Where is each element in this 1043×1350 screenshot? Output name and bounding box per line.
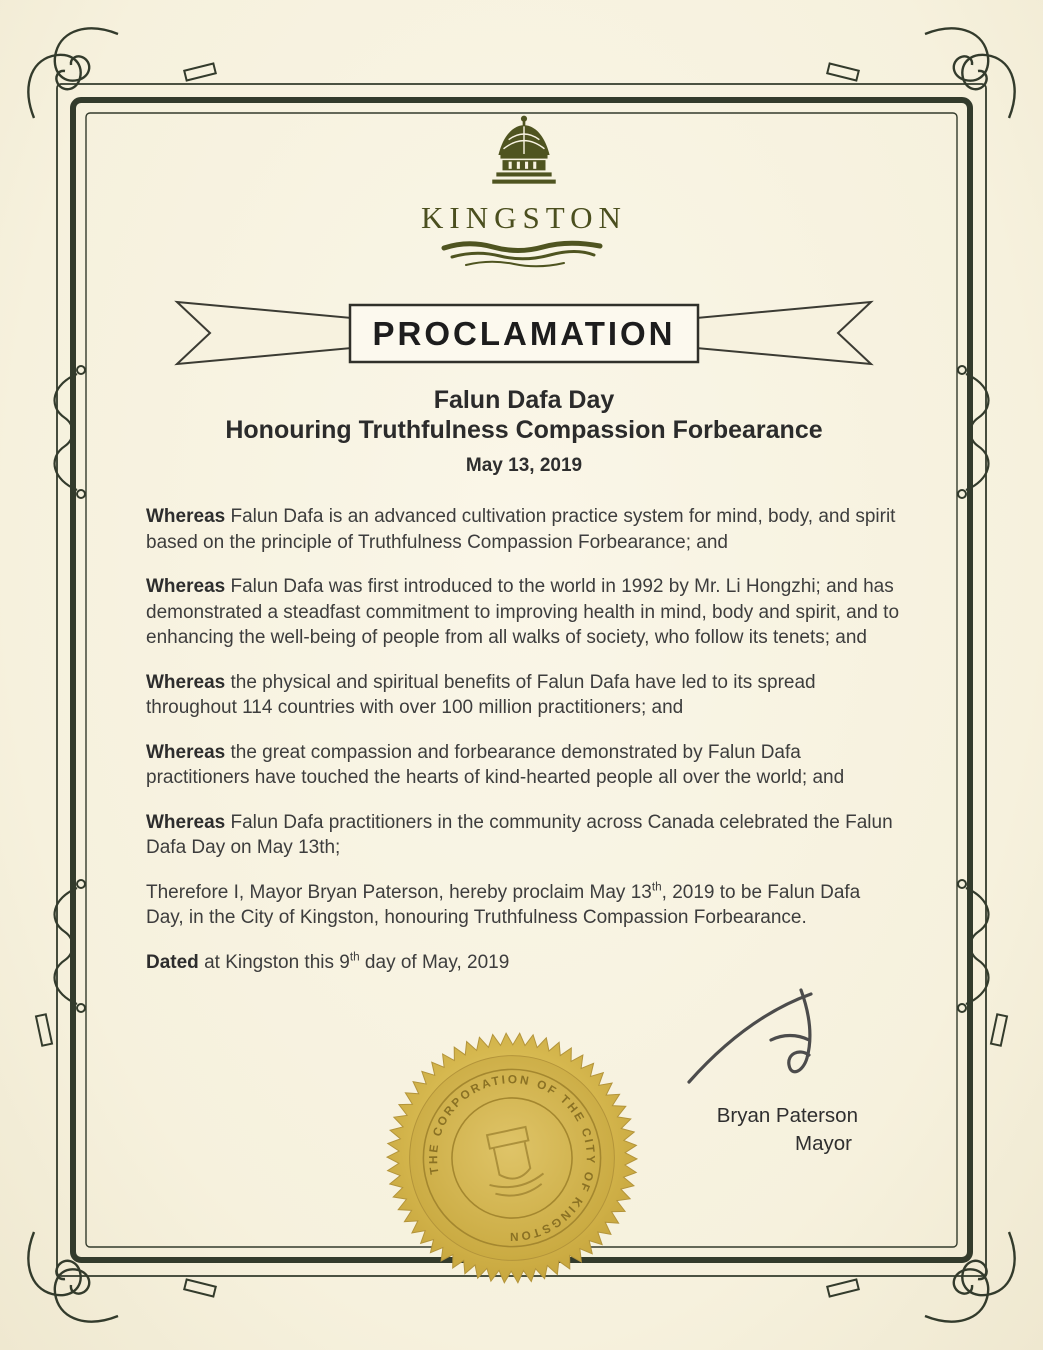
banner-title: PROCLAMATION xyxy=(372,315,676,352)
corporate-seal xyxy=(363,1009,662,1308)
proclamation-body xyxy=(146,504,902,975)
text-segment: the great compassion and forbearance demonstrated by Falun Dafa practitioners have touched the hearts of kind-hearted people all over the world; and xyxy=(146,741,845,788)
text-segment: , 2019 to be Falun Dafa Day, in the City of Kingston, honouring Truthfulness Compassion Forbearance. xyxy=(146,881,861,928)
text-segment: Therefore I, Mayor Bryan Paterson, hereby proclaim May 13 xyxy=(146,881,652,903)
proclamation-paragraph xyxy=(146,504,902,555)
proclamation-paragraph xyxy=(146,670,902,721)
proclamation-paragraph xyxy=(146,740,902,791)
text-segment: th xyxy=(349,950,360,964)
text-segment: Falun Dafa is an advanced cultivation practice system for mind, body, and spirit based on the principle of Truthfulness Compassion Forbearance; and xyxy=(146,506,896,553)
ribbon-tail-left xyxy=(177,302,352,364)
proclamation-paragraph xyxy=(146,574,902,651)
logo-waves-icon xyxy=(438,240,610,274)
text-segment: th xyxy=(651,880,662,894)
text-segment: Whereas xyxy=(146,576,226,597)
proclamation-paragraph xyxy=(146,880,902,931)
text-segment: Whereas xyxy=(146,741,226,763)
text-segment: Whereas xyxy=(146,811,226,833)
seal-ring-text: THE CORPORATION OF THE CITY OF KINGSTON xyxy=(426,1072,598,1244)
text-segment: Falun Dafa was first introduced to the world in 1992 by Mr. Li Hongzhi; and has demonstrated a steadfast commitment to improving health in mind, body and spirit, and to enhancing the well-being of people from all walks of society, who follow its tenets; and xyxy=(146,576,900,648)
text-segment: the physical and spiritual benefits of Falun Dafa have led to its spread throughout 114 countries with over 100 million practitioners; and xyxy=(146,671,816,718)
text-segment: Falun Dafa practitioners in the community across Canada celebrated the Falun Dafa Day on May 13th; xyxy=(146,811,893,858)
signature-block xyxy=(650,984,860,1156)
text-segment: Whereas xyxy=(146,506,226,527)
event-subtitle: Honouring Truthfulness Compassion Forbearance xyxy=(225,416,823,444)
city-hall-dome-icon xyxy=(481,112,567,198)
text-segment: Dated xyxy=(146,951,199,973)
logo-city-name: KINGSTON xyxy=(421,200,627,235)
proclamation-paragraph xyxy=(146,810,902,861)
document-content xyxy=(146,0,902,994)
signatory-title: Mayor xyxy=(795,1132,852,1155)
proclamation-banner xyxy=(146,298,902,368)
text-segment: at Kingston this 9 xyxy=(198,951,350,973)
kingston-logo xyxy=(146,112,902,274)
mayor-signature-icon xyxy=(681,984,856,1096)
ribbon-tail-right xyxy=(696,302,871,364)
proclamation-paragraph xyxy=(146,950,902,976)
text-segment: day of May, 2019 xyxy=(359,951,510,973)
text-segment: Whereas xyxy=(146,671,226,693)
event-date: May 13, 2019 xyxy=(465,455,583,476)
event-title: Falun Dafa Day xyxy=(433,386,615,414)
signatory-name: Bryan Paterson xyxy=(716,1104,858,1127)
